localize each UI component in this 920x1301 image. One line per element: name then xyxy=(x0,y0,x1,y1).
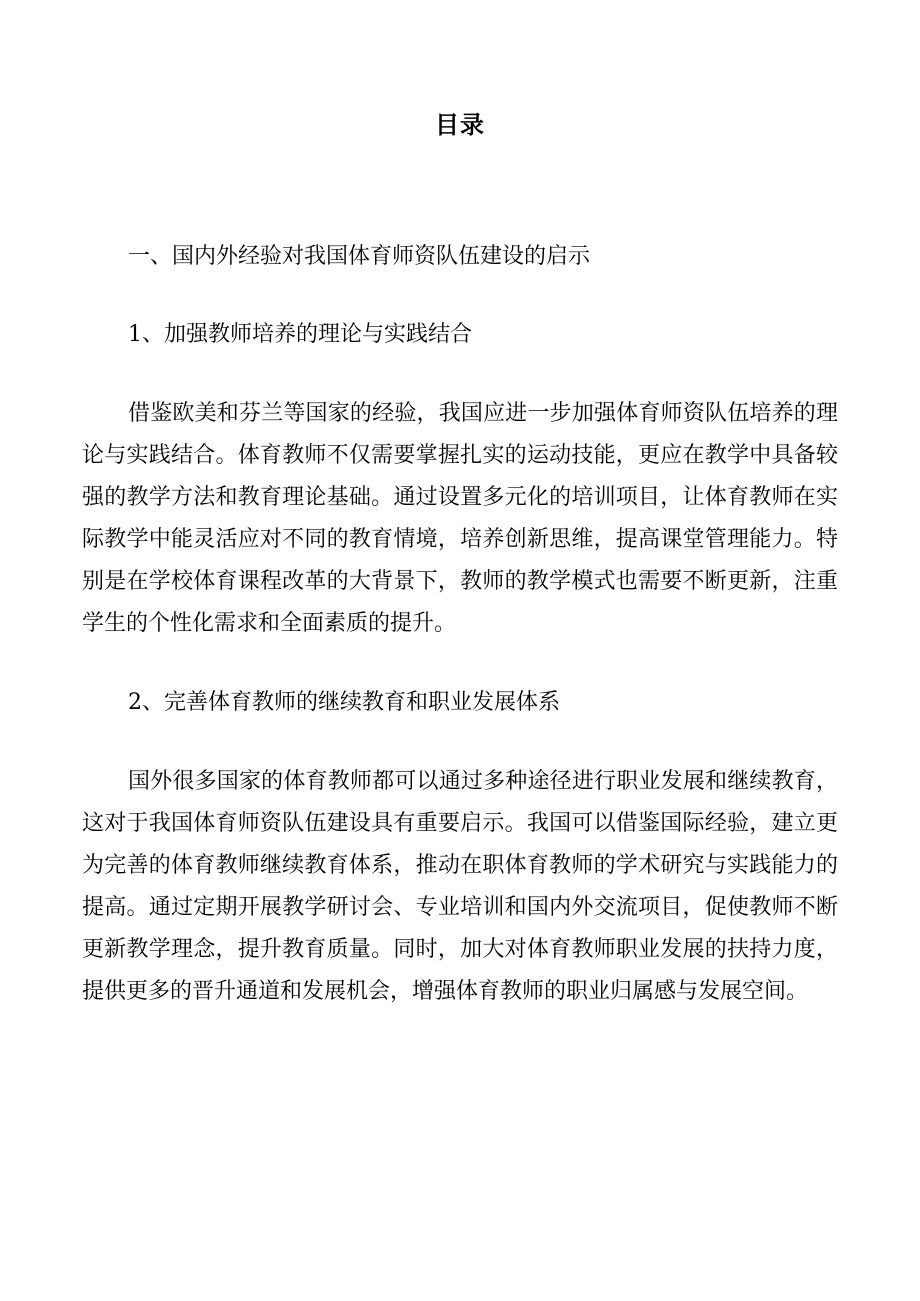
section-heading: 一、国内外经验对我国体育师资队伍建设的启示 xyxy=(128,244,591,269)
document-body xyxy=(82,237,838,1013)
subsection-heading-1: 1、加强教师培养的理论与实践结合 xyxy=(128,322,472,347)
paragraph-1: 借鉴欧美和芬兰等国家的经验，我国应进一步加强体育师资队伍培养的理论与实践结合。体育教师不仅需要掌握扎实的运动技能，更应在教学中具备较强的教学方法和教育理论基础。通过设置多元化的培训项目，让体育教师在实际教学中能灵活应对不同的教育情境，培养创新思维，提高课堂管理能力。特别是在学校体育课程改革的大背景下，教师的教学模式也需要不断更新，注重学生的个性化需求和全面素质的提升。 xyxy=(82,401,838,636)
subsection-heading-2: 2、完善体育教师的继续教育和职业发展体系 xyxy=(128,690,560,715)
page-title: 目录 xyxy=(435,110,485,139)
paragraph-2: 国外很多国家的体育教师都可以通过多种途径进行职业发展和继续教育，这对于我国体育师资队伍建设具有重要启示。我国可以借鉴国际经验，建立更为完善的体育教师继续教育体系，推动在职体育教师的学术研究与实践能力的提高。通过定期开展教学研讨会、专业培训和国内外交流项目，促使教师不断更新教学理念，提升教育质量。同时，加大对体育教师职业发展的扶持力度，提供更多的晋升通道和发展机会，增强体育教师的职业归属感与发展空间。 xyxy=(82,769,838,1004)
